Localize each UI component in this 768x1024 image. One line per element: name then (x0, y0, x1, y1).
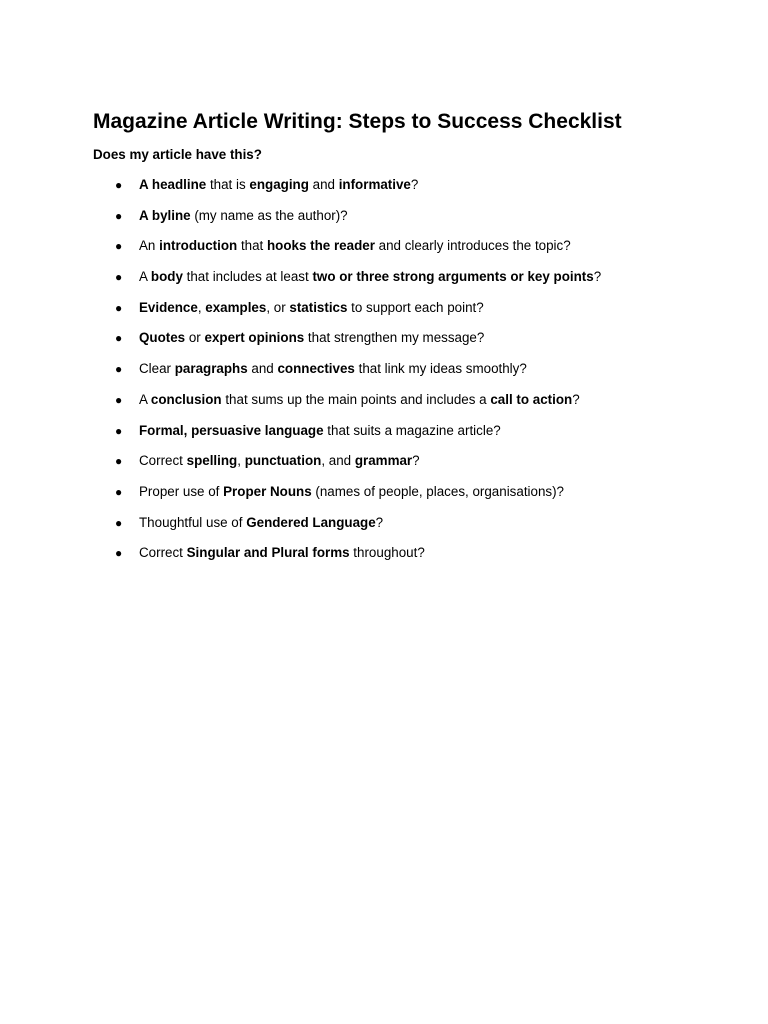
bullet-icon: ● (115, 484, 123, 499)
item-text-run: that suits a magazine article? (323, 422, 501, 438)
bold-term: body (150, 269, 183, 285)
item-text-run: throughout? (349, 545, 425, 561)
item-text-run: A (139, 391, 151, 407)
bold-term: expert opinions (204, 330, 305, 346)
item-text-run: ? (375, 514, 384, 530)
item-text-run: , or (266, 299, 290, 315)
item-text-run: or (185, 330, 205, 346)
bullet-icon: ● (115, 515, 123, 530)
item-text-run: A (139, 269, 151, 285)
bold-term: A headline (139, 177, 207, 192)
item-text-run: ? (410, 177, 419, 192)
item-text-run: ? (572, 391, 580, 407)
bullet-icon: ● (115, 331, 123, 346)
item-text-run: and clearly introduces the topic? (374, 238, 571, 254)
item-text-run: that strengthen my message? (304, 330, 485, 346)
checklist-item-text (139, 452, 420, 470)
item-text-run: that link my ideas smoothly? (354, 361, 527, 377)
item-text-run: Thoughtful use of (139, 514, 247, 530)
checklist-item-text (139, 237, 571, 255)
item-text-run: An (139, 238, 160, 254)
item-text-run: (names of people, places, organisations)? (311, 483, 565, 499)
item-text-run: that (237, 238, 267, 254)
bullet-icon: ● (115, 454, 123, 469)
checklist-item-text (139, 329, 484, 347)
bold-term: informative (338, 177, 411, 192)
checklist-item-text (139, 514, 383, 532)
checklist-item-text (139, 299, 484, 317)
bold-term: spelling (186, 453, 238, 469)
bullet-icon: ● (115, 392, 123, 407)
bold-term: Singular and Plural forms (186, 545, 350, 561)
bullet-icon: ● (115, 546, 123, 561)
bold-term: connectives (277, 361, 355, 377)
bullet-icon: ● (115, 178, 123, 192)
bold-term: two or three strong arguments or key points (312, 269, 594, 285)
bullet-icon: ● (115, 270, 123, 285)
item-text-run: Correct (139, 453, 187, 469)
item-text-run: that includes at least (182, 269, 313, 285)
bold-term: hooks the reader (267, 238, 375, 254)
item-text-run: , and (321, 453, 355, 469)
bold-term: grammar (354, 453, 413, 469)
item-text-run: ? (593, 269, 602, 285)
checklist-item-text (139, 207, 348, 225)
item-text-run: ? (412, 453, 420, 469)
bold-term: engaging (249, 177, 309, 192)
bold-term: call to action (490, 391, 573, 407)
checklist-item-text (139, 268, 601, 286)
bold-term: paragraphs (174, 361, 248, 377)
bullet-icon: ● (115, 423, 123, 438)
bold-term: A byline (139, 207, 191, 223)
checklist-item-text (139, 544, 425, 562)
checklist-prompt: Does my article have this? (93, 147, 262, 162)
item-text-run: that sums up the main points and includes a (221, 391, 491, 407)
item-text-run: that is (206, 177, 250, 192)
bold-term: punctuation (244, 453, 322, 469)
bullet-icon: ● (115, 239, 123, 254)
bullet-icon: ● (115, 362, 123, 377)
checklist-item-text (139, 360, 527, 378)
bold-term: statistics (289, 299, 348, 315)
item-text-run: , (197, 299, 206, 315)
bold-term: introduction (159, 238, 238, 254)
item-text-run: Correct (139, 545, 187, 561)
checklist-item-text (139, 176, 418, 194)
item-text-run: and (308, 177, 339, 192)
item-text-run: to support each point? (347, 299, 484, 315)
bold-term: examples (205, 299, 267, 315)
bold-term: conclusion (150, 391, 222, 407)
item-text-run: and (247, 361, 278, 377)
page-title: Magazine Article Writing: Steps to Success Checklist (93, 110, 622, 133)
bullet-icon: ● (115, 300, 123, 315)
bold-term: Proper Nouns (223, 483, 312, 499)
item-text-run: (my name as the author)? (190, 207, 348, 223)
bullet-icon: ● (115, 208, 123, 223)
item-text-run: Clear (139, 361, 175, 377)
bold-term: Formal, persuasive language (139, 422, 324, 438)
item-text-run: , (237, 453, 245, 469)
bold-term: Gendered Language (246, 514, 376, 530)
checklist-item-text (139, 391, 580, 409)
checklist-item-text (139, 422, 501, 440)
bold-term: Quotes (139, 330, 186, 346)
checklist-item-text (139, 483, 564, 501)
bold-term: Evidence (139, 299, 198, 315)
item-text-run: Proper use of (139, 483, 224, 499)
